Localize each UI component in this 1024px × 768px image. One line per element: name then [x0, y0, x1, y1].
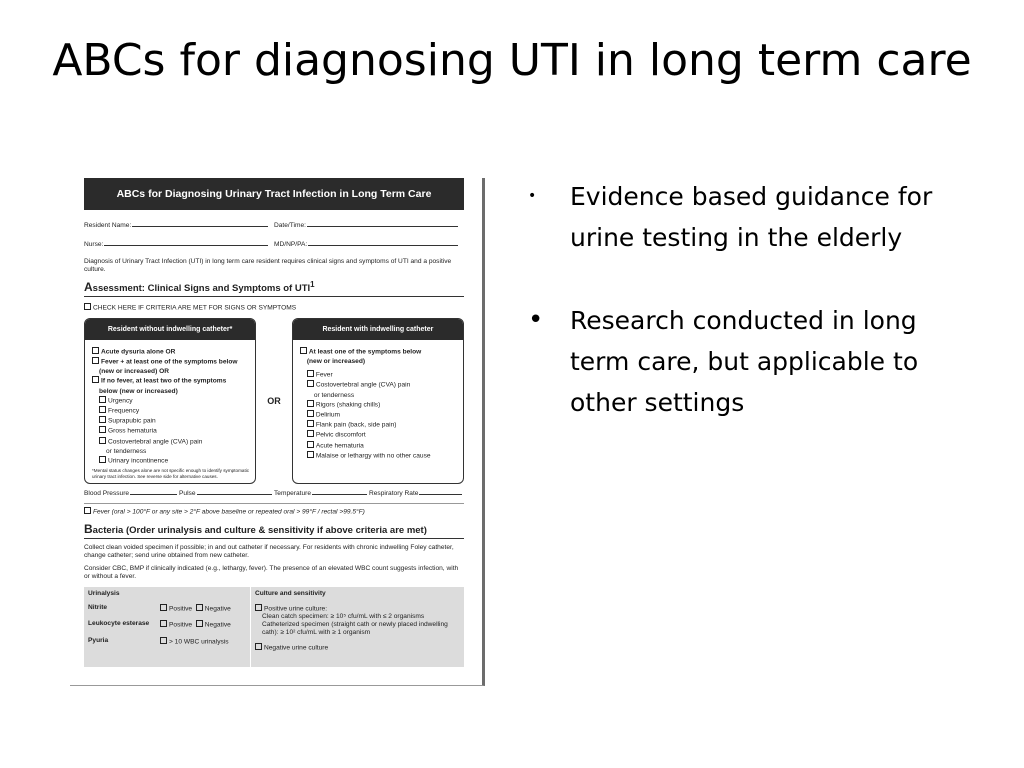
urinalysis-column: Urinalysis Nitrite Positive Negative Leukocyte esterase Positive Negative Pyuria > 10 WBC urinalysis — [84, 587, 251, 667]
checkbox-icon — [99, 456, 106, 463]
date-time-line — [307, 222, 458, 227]
resident-name-label: Resident Name: — [84, 222, 132, 229]
nurse-line — [104, 241, 268, 246]
checkbox-icon — [307, 400, 314, 407]
fever-definition: Fever (oral > 100°F or any site > 2°F above baseline or repeated oral > 99°F / rectal >99.5°F) — [84, 503, 464, 516]
form-content — [84, 178, 464, 667]
checkbox-icon — [307, 430, 314, 437]
bullet-text: Evidence based guidance for urine testing in the elderly — [570, 182, 933, 252]
bacteria-paragraph: Collect clean voided specimen if possible; in and out catheter if necessary. For residents with chronic indwelling Foley catheter, change catheter; send urine obtained from new catheter. — [84, 543, 454, 559]
criteria-box-title: Resident without indwelling catheter* — [85, 319, 255, 340]
or-label: OR — [267, 395, 281, 406]
bullet-text: Research conducted in long term care, but applicable to other settings — [570, 306, 919, 417]
checkbox-icon — [160, 637, 167, 644]
form-header: ABCs for Diagnosing Urinary Tract Infection in Long Term Care — [84, 178, 464, 210]
uti-form-image — [70, 178, 485, 686]
resident-name-line — [132, 222, 268, 227]
checkbox-icon — [92, 347, 99, 354]
checkbox-icon — [160, 620, 167, 627]
culture-column: Culture and sensitivity Positive urine culture: Clean catch specimen: ≥ 10⁵ cfu/mL with ≤ 2 organisms Catheterized specimen (straight cath or newly placed indwelling cath): ≥ 10² cfu/mL with ≥ 1 organism Negative urine culture — [255, 589, 448, 652]
checkbox-icon — [99, 396, 106, 403]
checkbox-icon — [160, 604, 167, 611]
checkbox-icon — [99, 437, 106, 444]
criteria-box-body: At least one of the symptoms below (new or increased) Fever Costovertebral angle (CVA) pain or tenderness Rigors (shaking chills) Delirium Flank pain (back, side pain) Pelvic discomfort Acute hematuria Malaise or lethargy with no other cause — [293, 340, 463, 465]
checkbox-icon — [196, 604, 203, 611]
nurse-label: Nurse: — [84, 241, 104, 248]
checkbox-icon — [307, 451, 314, 458]
checkbox-icon — [255, 604, 262, 611]
checkbox-icon — [307, 420, 314, 427]
checkbox-icon — [307, 441, 314, 448]
checkbox-icon — [307, 380, 314, 387]
criteria-boxes — [84, 318, 464, 485]
criteria-box-catheter — [292, 318, 464, 485]
checkbox-icon — [99, 416, 106, 423]
form-field-row — [84, 241, 464, 248]
form-field-row — [84, 222, 464, 229]
checkbox-icon — [92, 376, 99, 383]
checkbox-icon — [300, 347, 307, 354]
form-intro: Diagnosis of Urinary Tract Infection (UTI) in long term care resident requires clinical signs and symptoms of UTI and a positive culture. — [84, 258, 452, 273]
md-np-pa-label: MD/NP/PA: — [274, 241, 308, 248]
bullet-list — [528, 176, 968, 423]
bullet-item — [528, 176, 968, 258]
slide-title: ABCs for diagnosing UTI in long term care — [52, 35, 972, 86]
checkbox-icon — [99, 406, 106, 413]
results-table — [84, 587, 464, 667]
criteria-footnote: *Mental status changes alone are not specific enough to identify symptomatic urinary tract infection. See reverse side for alternative causes. — [92, 468, 250, 479]
checkbox-icon — [307, 410, 314, 417]
checkbox-icon — [196, 620, 203, 627]
assessment-heading: Assessment: Clinical Signs and Symptoms of UTI$^1$ — [84, 280, 464, 297]
md-np-pa-line — [308, 241, 458, 246]
bullet-marker: • — [528, 188, 537, 204]
checkbox-icon — [84, 303, 91, 310]
checkbox-icon — [255, 643, 262, 650]
bacteria-paragraph: Consider CBC, BMP if clinically indicated (e.g., lethargy, fever). The presence of an elevated WBC count suggests infection, with or without a fever. — [84, 564, 459, 580]
bullet-marker: • — [528, 305, 544, 335]
criteria-box-no-catheter — [84, 318, 256, 485]
vitals-row: Blood Pressure Pulse Temperature Respiratory Rate — [84, 490, 464, 497]
checkbox-icon — [84, 507, 91, 514]
check-here-line: CHECK HERE IF CRITERIA ARE MET FOR SIGNS OR SYMPTOMS — [84, 303, 464, 312]
bullet-item — [528, 300, 968, 423]
checkbox-icon — [99, 426, 106, 433]
date-time-label: Date/Time: — [274, 222, 306, 229]
checkbox-icon — [92, 357, 99, 364]
criteria-box-title: Resident with indwelling catheter — [293, 319, 463, 340]
criteria-box-body: Acute dysuria alone OR Fever + at least one of the symptoms below (new or increased) OR If no fever, at least two of the symptoms below (new or increased) Urgency Frequency Suprapubic pain Gross hematuria Costovertebral angle (CVA) pain or tenderness Urinary incontinence *Mental status changes alone are not specific enough to identify symptomatic urinary tract infection. See reverse side for alternative causes. — [92, 348, 250, 479]
checkbox-icon — [307, 370, 314, 377]
bacteria-heading: Bacteria (Order urinalysis and culture & sensitivity if above criteria are met) — [84, 522, 464, 539]
